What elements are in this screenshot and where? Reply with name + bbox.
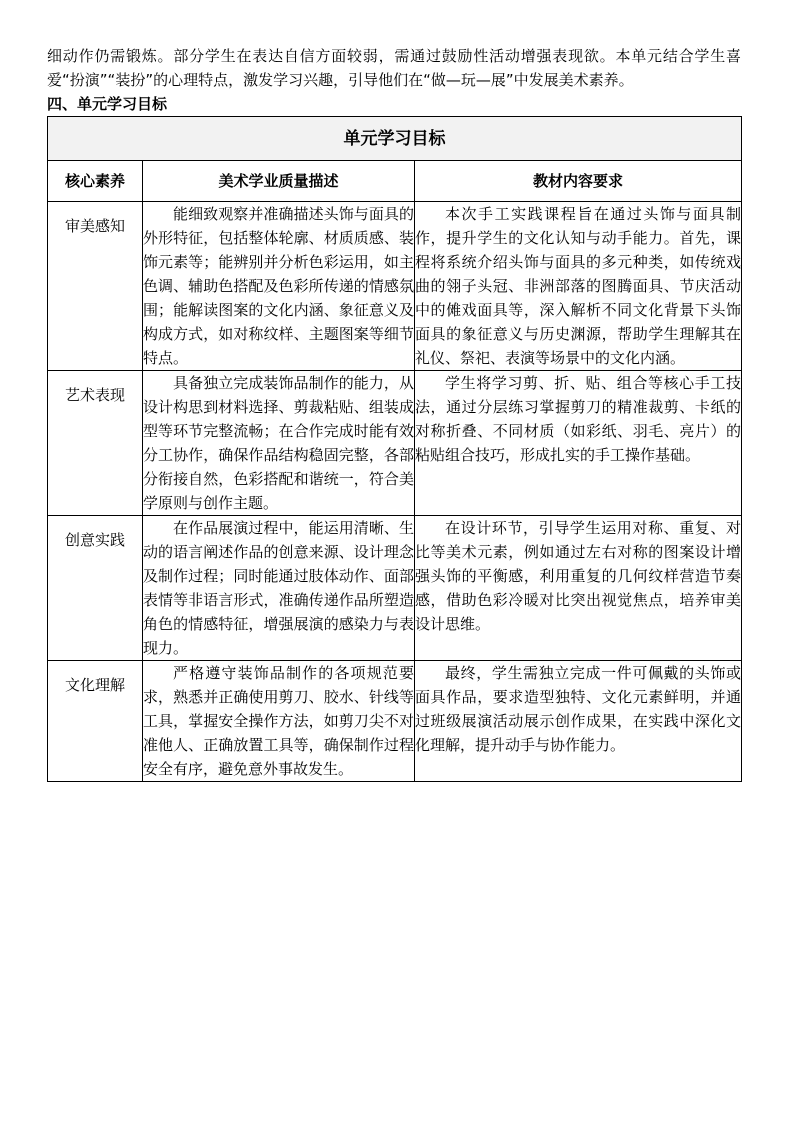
quality-description-cell: 严格遵守装饰品制作的各项规范要求，熟悉并正确使用剪刀、胶水、针线等工具，掌握安全操作方法，如剪刀尖不对准他人、正确放置工具等，确保制作过程安全有序，避免意外事故发生。 [143,661,415,782]
header-quality-description: 美术学业质量描述 [143,161,415,202]
table-row [48,661,742,782]
learning-goals-table [47,116,742,782]
row-label: 艺术表现 [48,371,143,516]
table-header-row [48,161,742,202]
row-label: 创意实践 [48,516,143,661]
table-row [48,371,742,516]
table-title-row [48,117,742,161]
content-requirement-cell: 学生将学习剪、折、贴、组合等核心手工技法，通过分层练习掌握剪刀的精准裁剪、卡纸的对称折叠、不同材质（如彩纸、羽毛、亮片）的粘贴组合技巧，形成扎实的手工操作基础。 [415,371,742,516]
content-requirement-cell: 最终，学生需独立完成一件可佩戴的头饰或面具作品，要求造型独特、文化元素鲜明，并通过班级展演活动展示创作成果，在实践中深化文化理解，提升动手与协作能力。 [415,661,742,782]
row-label: 文化理解 [48,661,143,782]
document-page [47,44,741,782]
quality-description-cell: 具备独立完成装饰品制作的能力，从设计构思到材料选择、剪裁粘贴、组装成型等环节完整流畅；在合作完成时能有效分工协作，确保作品结构稳固完整，各部分衔接自然，色彩搭配和谐统一，符合美学原则与创作主题。 [143,371,415,516]
table-row [48,202,742,371]
section-heading: 四、单元学习目标 [47,95,168,113]
content-requirement-cell: 在设计环节，引导学生运用对称、重复、对比等美术元素，例如通过左右对称的图案设计增强头饰的平衡感，利用重复的几何纹样营造节奏感，借助色彩冷暖对比突出视觉焦点，培养审美设计思维。 [415,516,742,661]
row-label: 审美感知 [48,202,143,371]
quality-description-cell: 能细致观察并准确描述头饰与面具的外形特征，包括整体轮廓、材质质感、装饰元素等；能辨别并分析色彩运用，如主色调、辅助色搭配及色彩所传递的情感氛围；能解读图案的文化内涵、象征意义及构成方式，如对称纹样、主题图案等细节特点。 [143,202,415,371]
quality-description-cell: 在作品展演过程中，能运用清晰、生动的语言阐述作品的创意来源、设计理念及制作过程；同时能通过肢体动作、面部表情等非语言形式，准确传递作品所塑造角色的情感特征，增强展演的感染力与表现力。 [143,516,415,661]
table-title: 单元学习目标 [48,117,742,161]
intro-paragraph: 细动作仍需锻炼。部分学生在表达自信方面较弱，需通过鼓励性活动增强表现欲。本单元结合学生喜爱“扮演”“装扮”的心理特点，激发学习兴趣，引导他们在“做—玩—展”中发展美术素养。 [47,47,741,89]
header-content-requirements: 教材内容要求 [415,161,742,202]
header-core-literacy: 核心素养 [48,161,143,202]
content-requirement-cell: 本次手工实践课程旨在通过头饰与面具制作，提升学生的文化认知与动手能力。首先，课程将系统介绍头饰与面具的多元种类，如传统戏曲的翎子头冠、非洲部落的图腾面具、节庆活动中的傩戏面具等，深入解析不同文化背景下头饰面具的象征意义与历史渊源，帮助学生理解其在礼仪、祭祀、表演等场景中的文化内涵。 [415,202,742,371]
table-row [48,516,742,661]
